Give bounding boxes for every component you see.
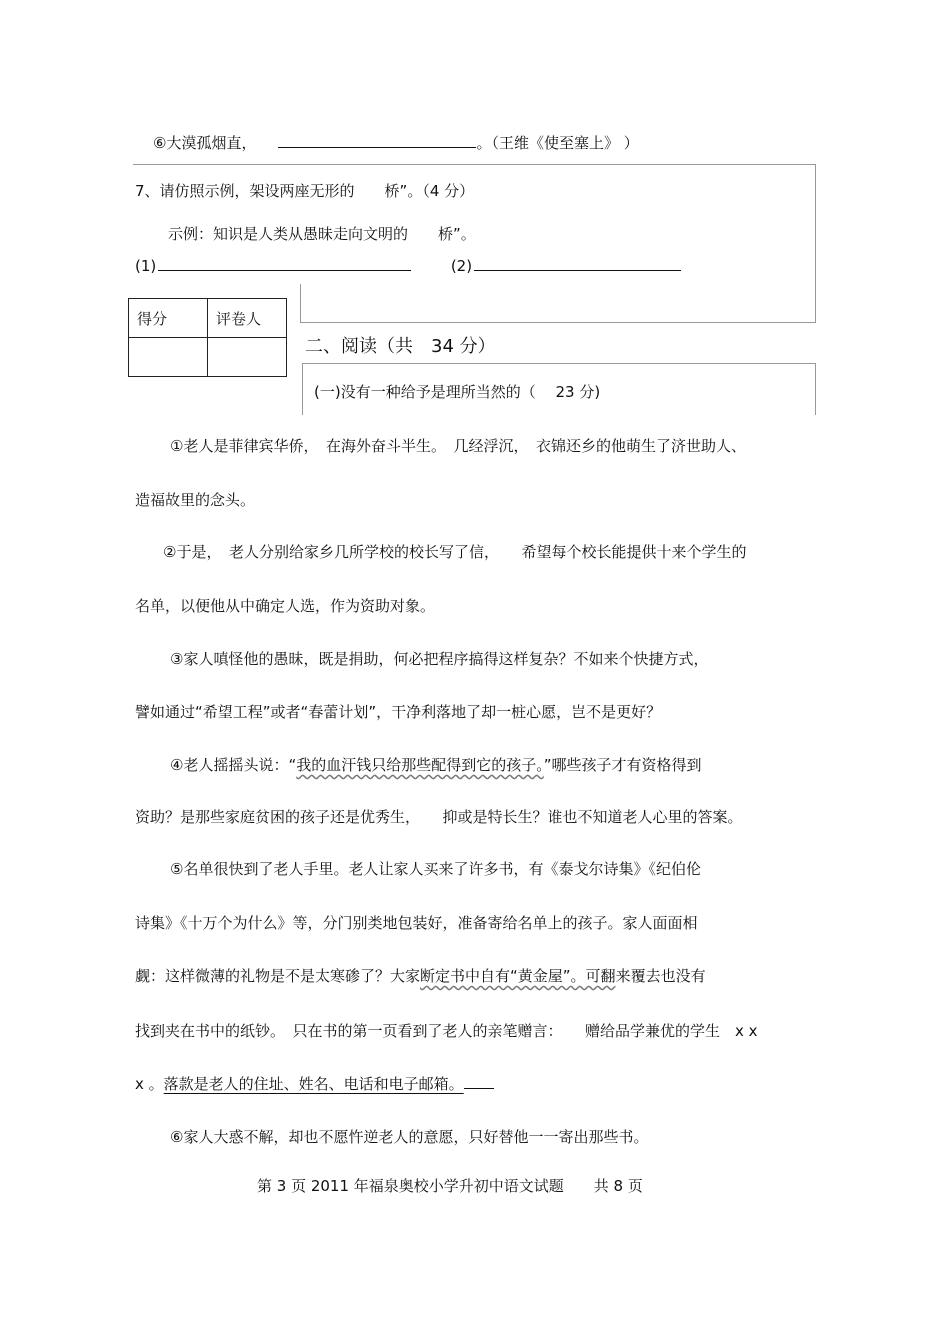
sub-box-right xyxy=(815,363,816,415)
para-5c-post: 来覆去也没有 xyxy=(615,967,706,985)
para-3a: ③家人嗔怪他的愚昧，既是捐助，何必把程序搞得这样复杂？不如来个快捷方式， xyxy=(170,650,709,668)
para-4a xyxy=(170,754,702,775)
para-4a-marked: 我的血汗钱只给那些配得到它的孩子。 xyxy=(296,756,544,774)
q7-answers xyxy=(135,257,681,275)
q7-box-left xyxy=(300,284,301,323)
para-4a-post: ”哪些孩子才有资格得到 xyxy=(543,756,702,774)
para-5d: 找到夹在书中的纸钞。 只在书的第一页看到了老人的亲笔赠言： 赠给品学兼优的学生 x x xyxy=(135,1022,758,1040)
q7-box-right xyxy=(815,164,816,323)
para-5c-pre: 觑：这样微薄的礼物是不是太寒碜了？大家 xyxy=(135,967,421,985)
para-2a: ②于是， 老人分别给家乡几所学校的校长写了信， 希望每个校长能提供十来个学生的 xyxy=(163,543,747,561)
q7-box-top xyxy=(133,164,816,165)
page-footer: 第 3 页 2011 年福泉奥校小学升初中语文试题 共 8 页 xyxy=(257,1177,643,1195)
score-cell[interactable] xyxy=(129,338,208,377)
para-1a: ①老人是菲律宾华侨， 在海外奋斗半生。 几经浮沉， 衣锦还乡的他萌生了济世助人、 xyxy=(170,437,746,455)
para-1b: 造福故里的念头。 xyxy=(135,491,256,509)
para-5e-pre: x 。 xyxy=(135,1075,164,1093)
q7-blank2[interactable] xyxy=(474,270,681,271)
score-header: 得分 xyxy=(129,299,208,338)
para-6: ⑥家人大惑不解，却也不愿忤逆老人的意愿，只好替他一一寄出那些书。 xyxy=(170,1128,649,1146)
sub-box-left xyxy=(302,363,303,415)
section-title: 二、阅读（共 34 分） xyxy=(305,336,496,357)
q7-blank2-label: (2) xyxy=(450,257,473,275)
q6-text: ⑥大漠孤烟直， xyxy=(153,134,257,152)
para-5e xyxy=(135,1073,494,1094)
score-table xyxy=(128,298,287,377)
grader-header: 评卷人 xyxy=(208,299,287,338)
sub-box-top xyxy=(302,363,815,364)
q7-example: 示例：知识是人类从愚昧走向文明的 桥”。 xyxy=(168,225,476,243)
q6-end: 。（王维《使至塞上》 ） xyxy=(476,134,639,152)
para-5b: 诗集》《十万个为什么》等，分门别类地包装好，准备寄给名单上的孩子。家人面面相 xyxy=(135,914,698,932)
q7-prompt: 7、请仿照示例，架设两座无形的 桥”。（4 分） xyxy=(135,182,475,200)
para-3b: 譬如通过“希望工程”或者“春蕾计划”，干净利落地了却一桩心愿，岂不是更好？ xyxy=(135,703,662,721)
q7-blank1-label: (1) xyxy=(135,257,157,275)
q6-line xyxy=(153,132,639,153)
para-5c xyxy=(135,965,706,986)
q7-box-bottom xyxy=(300,322,816,323)
grader-cell[interactable] xyxy=(208,338,287,377)
section-subtitle: (一)没有一种给予是理所当然的（ 23 分) xyxy=(314,383,601,401)
para-5e-tail-line xyxy=(464,1088,494,1089)
para-5e-underlined: 落款是老人的住址、姓名、电话和电子邮箱。 xyxy=(163,1075,464,1093)
para-5c-marked: 断定书中自有“黄金屋”。可翻 xyxy=(420,967,616,985)
q7-blank1[interactable] xyxy=(158,270,411,271)
para-5a: ⑤名单很快到了老人手里。老人让家人买来了许多书，有《泰戈尔诗集》《纪伯伦 xyxy=(170,860,701,878)
q6-blank xyxy=(278,147,476,148)
para-4b: 资助？是那些家庭贫困的孩子还是优秀生， 抑或是特长生？谁也不知道老人心里的答案。 xyxy=(135,808,743,826)
para-2b: 名单，以便他从中确定人选，作为资助对象。 xyxy=(135,597,436,615)
para-4a-pre: ④老人摇摇头说：“ xyxy=(170,756,297,774)
